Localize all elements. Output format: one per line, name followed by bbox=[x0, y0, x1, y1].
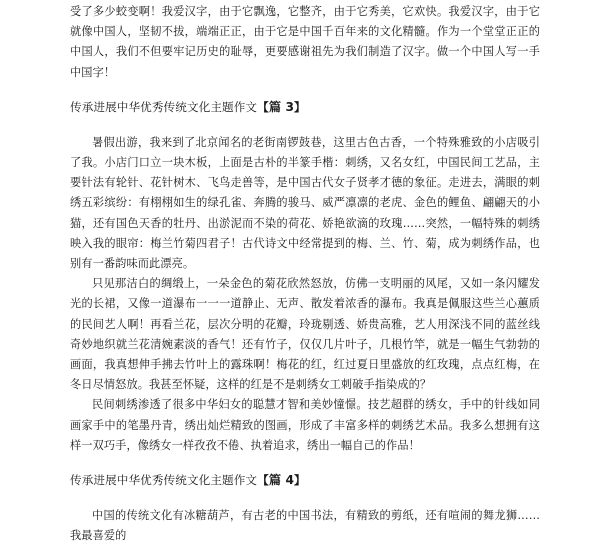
spacer bbox=[70, 492, 540, 506]
heading-text: 传承进展中华优秀传统文化主题作文 bbox=[70, 473, 258, 488]
heading-bracket-close: 】 bbox=[294, 473, 306, 488]
heading-label: 篇 3 bbox=[268, 99, 295, 114]
paragraph: 受了多少蛟变啊！我爱汉字，由于它飘逸，它整齐，由于它秀美，它欢快。我爱汉字，由于它就像中国人，坚韧不拔，端端正正，由于它是中国千百年来的文化精髓。作为一个堂堂正正的中国人，我们不但要牢记历史的耻辱，更要感谢祖先为我们制造了汉字。做一个中国人写一手中国字！ bbox=[70, 5, 540, 79]
section-heading-4 bbox=[70, 470, 540, 490]
spacer bbox=[70, 119, 540, 133]
heading-text: 传承进展中华优秀传统文化主题作文 bbox=[70, 99, 258, 114]
spacer bbox=[70, 456, 540, 466]
heading-bracket-open: 【 bbox=[257, 99, 269, 114]
heading-label: 篇 4 bbox=[268, 473, 295, 488]
document-body bbox=[70, 2, 540, 546]
paragraph: 民间刺绣渗透了很多中华妇女的聪慧才智和美妙憧憬。技艺超群的绣女，手中的针线如同画家手中的笔墨丹青，绣出灿烂精致的图画，形成了丰富多样的刺绣艺术品。我多么想拥有这样一双巧手，像绣女一样孜孜不倦、执着追求，绣出一幅自己的作品！ bbox=[70, 398, 540, 452]
paragraph: 暑假出游，我来到了北京闻名的老街南锣鼓巷，这里古色古香，一个特殊雅致的小店吸引了我。小店门口立一块木板，上面是古朴的半篆手楷：刺绣，又名女红，中国民间工艺品，主要针法有轮针、花针树木、飞鸟走兽等，是中国古代女子贤孝才德的象征。走进去，满眼的刺绣五彩缤纷：有栩栩如生的绿孔雀、奔腾的骏马、威严凛凛的老虎、金色的鲤鱼、翩翩天的小猫，还有国色天香的牡丹、出淤泥而不染的荷花、娇艳欲滴的玫瑰……突然，一幅特殊的刺绣映入我的眼帘：梅兰竹菊四君子！古代诗文中经常提到的梅、兰、竹、菊，成为刺绣作品，也别有一番韵味而此漂亮。 bbox=[70, 135, 540, 271]
spacer bbox=[70, 83, 540, 93]
heading-bracket-open: 【 bbox=[257, 473, 269, 488]
section-heading-3 bbox=[70, 97, 540, 117]
heading-bracket-close: 】 bbox=[294, 99, 306, 114]
paragraph: 中国的传统文化有冰糖葫芦，有古老的中国书法，有精致的剪纸，还有喧闹的舞龙狮……我最喜爱的 bbox=[70, 509, 540, 543]
paragraph: 只见那洁白的绸缎上，一朵金色的菊花欣然怒放，仿佛一支明丽的风尾，又如一条闪耀发光的长裙，又像一道瀑布一一一道静止、无声、散发着浓香的瀑布。我真是佩服这些兰心蕙质的民间艺人啊！再看兰花，层次分明的花瓣，玲珑剔透、娇贵高雅，艺人用深浅不同的蓝丝线奇妙地织就兰花清婉素淡的香气！还有竹子，仅仅几片叶子，几根竹竿，就是一幅生气勃勃的画面，我真想伸手拂去竹叶上的露珠啊！梅花的红，红过夏日里盛放的红玫瑰，点点红梅，在冬日尽情怒放。我甚至怀疑，这样的红是不是刺绣女工刺破手指染成的？ bbox=[70, 277, 540, 392]
